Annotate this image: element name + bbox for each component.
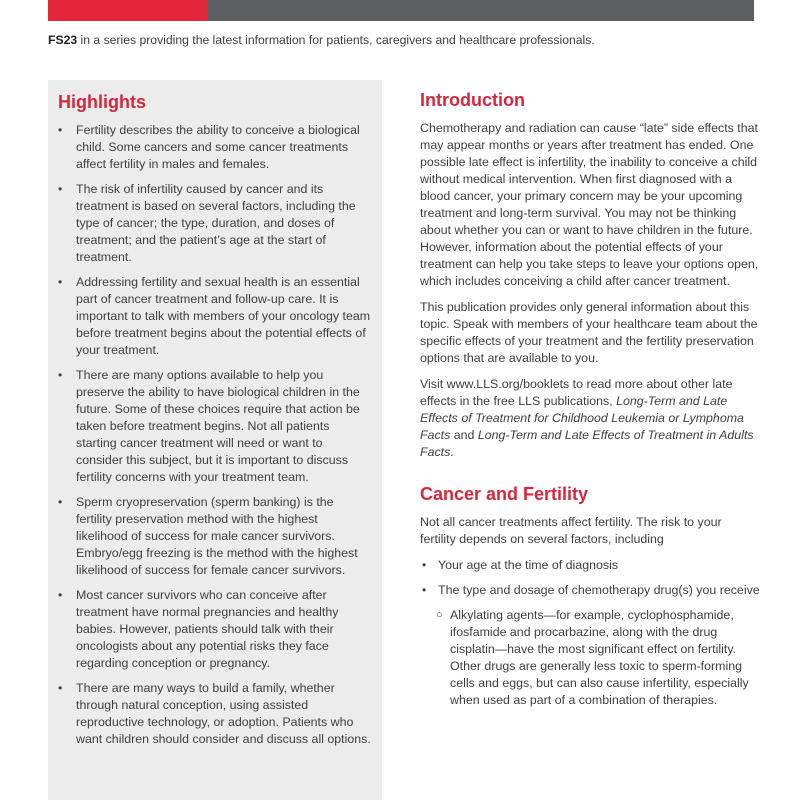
bullet-icon: •	[58, 123, 63, 137]
highlight-item	[56, 367, 372, 486]
cancer-fertility-paragraph: Not all cancer treatments affect fertility. The risk to your fertility depends on several factors, including	[420, 515, 722, 546]
sub-list	[420, 607, 760, 709]
highlights-panel	[48, 80, 382, 800]
highlight-item	[56, 122, 372, 173]
highlight-text: Sperm cryopreservation (sperm banking) is the fertility preservation method with the highest likelihood of success for male cancer survivors. Embryo/egg freezing is the method with the highest likelihood of success for female cancer survivors.	[76, 495, 358, 577]
introduction-paragraph: This publication provides only general information about this topic. Speak with members of your healthcare team about the specific effects of your treatment and the fertility preservation options that are available to you.	[420, 300, 758, 365]
highlight-item	[56, 494, 372, 579]
highlight-item	[56, 181, 372, 266]
bullet-icon: •	[58, 588, 63, 602]
highlight-text: Addressing fertility and sexual health is an essential part of cancer treatment and follow-up care. It is important to talk with members of your oncology team before treatment begins about the potential effects of your treatment.	[76, 275, 371, 357]
highlight-text: There are many ways to build a family, whether through natural conception, using assisted reproductive technology, or adoption. Patients who want children should consider and discuss all options.	[76, 681, 371, 746]
highlight-item	[56, 680, 372, 748]
header-bar	[208, 0, 754, 21]
circle-bullet-icon: ○	[436, 609, 443, 621]
bullet-icon: •	[58, 681, 63, 695]
bullet-icon: •	[58, 495, 63, 509]
bullet-icon: •	[58, 182, 63, 196]
list-item	[420, 557, 760, 574]
paragraph-text: Visit www.LLS.org/booklets to read more about other late effects in the free LLS publications,	[420, 377, 733, 408]
list-item-text: The type and dosage of chemotherapy drug(s) you receive	[438, 583, 760, 597]
highlights-list	[56, 122, 372, 756]
sub-list-item	[420, 607, 760, 709]
highlight-text: Most cancer survivors who can conceive after treatment have normal pregnancies and healthy babies. However, patients should talk with their oncologists about any potential risks they face regarding conception or pregnancy.	[76, 588, 339, 670]
list-item-text: Your age at the time of diagnosis	[438, 558, 619, 572]
series-line	[48, 33, 595, 47]
highlights-title: Highlights	[58, 92, 146, 112]
series-description: in a series providing the latest information for patients, caregivers and healthcare professionals.	[77, 33, 595, 47]
sub-list-item-text: Alkylating agents—for example, cyclophosphamide, ifosfamide and procarbazine, along with the drug cisplatin—have the most significant effect on fertility. Other drugs are generally less toxic to sperm-forming cells and eggs, but can also cause infertility, especially when used as part of a combination of therapies.	[450, 608, 749, 707]
highlight-item	[56, 274, 372, 359]
publication-title: Long-Term and Late Effects of Treatment for Childhood Leukemia or Lymphoma Facts	[420, 394, 744, 442]
header-bar-accent	[48, 0, 208, 21]
highlight-text: There are many options available to help you preserve the ability to have biological children in the future. Some of these choices require that action be taken before treatment begins. Not all patients starting cancer treatment will need or want to consider this subject, but it is important to discuss fertility concerns with your treatment team.	[76, 368, 360, 484]
paragraph-text: .	[450, 445, 454, 459]
introduction-paragraph	[420, 376, 760, 461]
bullet-icon: •	[58, 368, 63, 382]
publication-title: Long-Term and Late Effects of Treatment in Adults Facts	[420, 428, 754, 459]
highlight-text: Fertility describes the ability to conceive a biological child. Some cancers and some cancer treatments affect fertility in males and females.	[76, 123, 360, 171]
introduction-paragraph: Chemotherapy and radiation can cause “late” side effects that may appear months or years after treatment has ended. One possible late effect is infertility, the inability to conceive a child without medical intervention. When first diagnosed with a blood cancer, your primary concern may be your upcoming treatment and long-term survival. You may not be thinking about whether you can or want to have children in the future. However, information about the potential effects of your treatment can help you take steps to leave your options open, which includes conceiving a child after cancer treatment.	[420, 121, 759, 288]
introduction-title: Introduction	[420, 90, 525, 110]
bullet-icon: •	[58, 275, 63, 289]
highlight-text: The risk of infertility caused by cancer and its treatment is based on several factors, including the type of cancer; the type, duration, and doses of treatment; and the patient’s age at the start of treatment.	[76, 182, 356, 264]
cancer-fertility-title: Cancer and Fertility	[420, 484, 589, 504]
bullet-icon: •	[422, 583, 427, 597]
list-item	[420, 582, 760, 599]
highlight-item	[56, 587, 372, 672]
series-code: FS23	[48, 33, 78, 47]
paragraph-text: and	[450, 428, 478, 442]
factor-list	[420, 557, 760, 599]
main-column	[420, 90, 760, 709]
bullet-icon: •	[422, 558, 427, 572]
